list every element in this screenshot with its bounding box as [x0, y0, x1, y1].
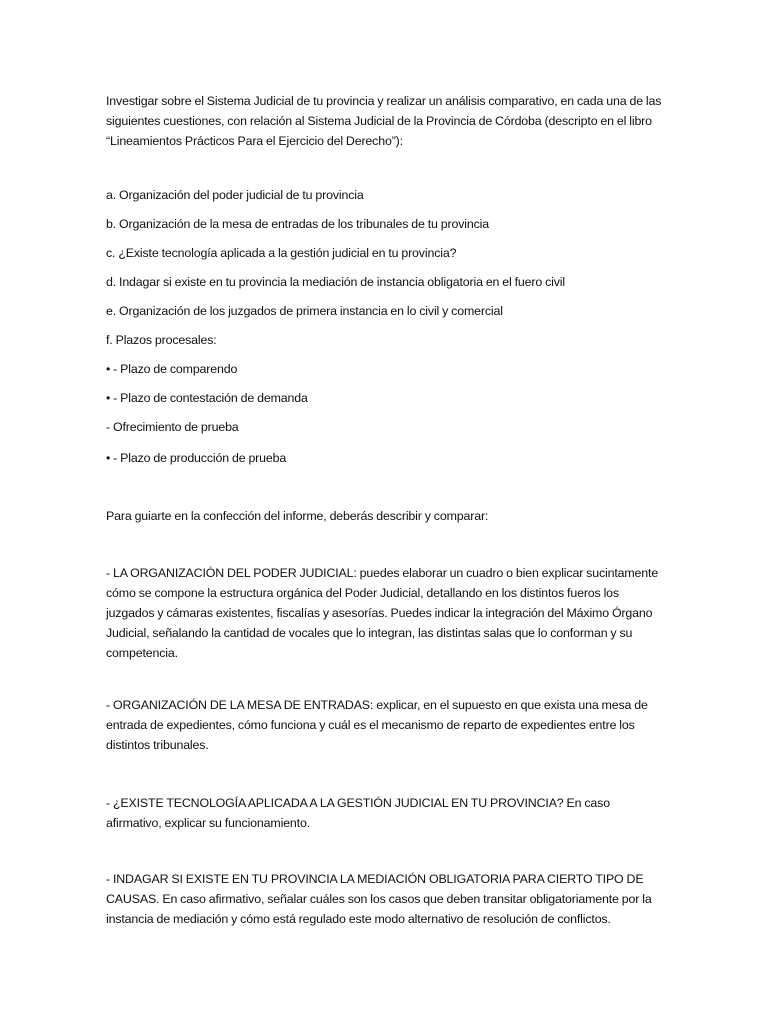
list-item-e: e. Organización de los juzgados de primera instancia en lo civil y comercial — [106, 304, 503, 318]
section-mediacion: - INDAGAR SI EXISTE EN TU PROVINCIA LA MEDIACIÓN OBLIGATORIA PARA CIERTO TIPO DE CAUSAS. En caso afirmativo, señalar cuáles son los casos que deben transitar obligatoriamente por la instancia de mediación y cómo está regulado este modo alternativo de resolución de conflictos. — [106, 872, 652, 926]
guide-intro: Para guiarte en la confección del informe, deberás describir y comparar: — [106, 509, 489, 523]
list-item-plazo-comparendo: • - Plazo de comparendo — [106, 362, 238, 376]
list-item-c: c. ¿Existe tecnología aplicada a la gestión judicial en tu provincia? — [106, 246, 457, 260]
list-item-plazo-produccion: • - Plazo de producción de prueba — [106, 451, 287, 465]
section-tecnologia: - ¿EXISTE TECNOLOGÍA APLICADA A LA GESTIÓN JUDICIAL EN TU PROVINCIA? En caso afirmativo, explicar su funcionamiento. — [106, 796, 610, 830]
list-item-ofrecimiento-prueba: - Ofrecimiento de prueba — [106, 420, 239, 434]
list-item-b: b. Organización de la mesa de entradas de los tribunales de tu provincia — [106, 217, 490, 231]
section-mesa-de-entradas: - ORGANIZACIÓN DE LA MESA DE ENTRADAS: explicar, en el supuesto en que exista una mesa de entrada de expedientes, cómo funciona y cuál es el mecanismo de reparto de expedientes entre los distintos tribunales. — [106, 698, 648, 752]
list-item-a: a. Organización del poder judicial de tu provincia — [106, 188, 364, 202]
list-item-f: f. Plazos procesales: — [106, 333, 217, 347]
intro-paragraph: Investigar sobre el Sistema Judicial de tu provincia y realizar un análisis comparativo, en cada una de las siguientes cuestiones, con relación al Sistema Judicial de la Provincia de Córdoba (descripto en el libro “Lineamientos Prácticos Para el Ejercicio del Derecho”): — [106, 94, 662, 148]
list-item-d: d. Indagar si existe en tu provincia la mediación de instancia obligatoria en el fuero civil — [106, 275, 566, 289]
list-item-plazo-contestacion: • - Plazo de contestación de demanda — [106, 391, 308, 405]
section-organizacion-poder-judicial: - LA ORGANIZACIÓN DEL PODER JUDICIAL: puedes elaborar un cuadro o bien explicar sucintamente cómo se compone la estructura orgánica del Poder Judicial, detallando en los distintos fueros los juzgados y cámaras existentes, fiscalías y asesorías. Puedes indicar la integración del Máximo Órgano Judicial, señalando la cantidad de vocales que lo integran, las distintas salas que lo conforman y su competencia. — [106, 566, 659, 660]
